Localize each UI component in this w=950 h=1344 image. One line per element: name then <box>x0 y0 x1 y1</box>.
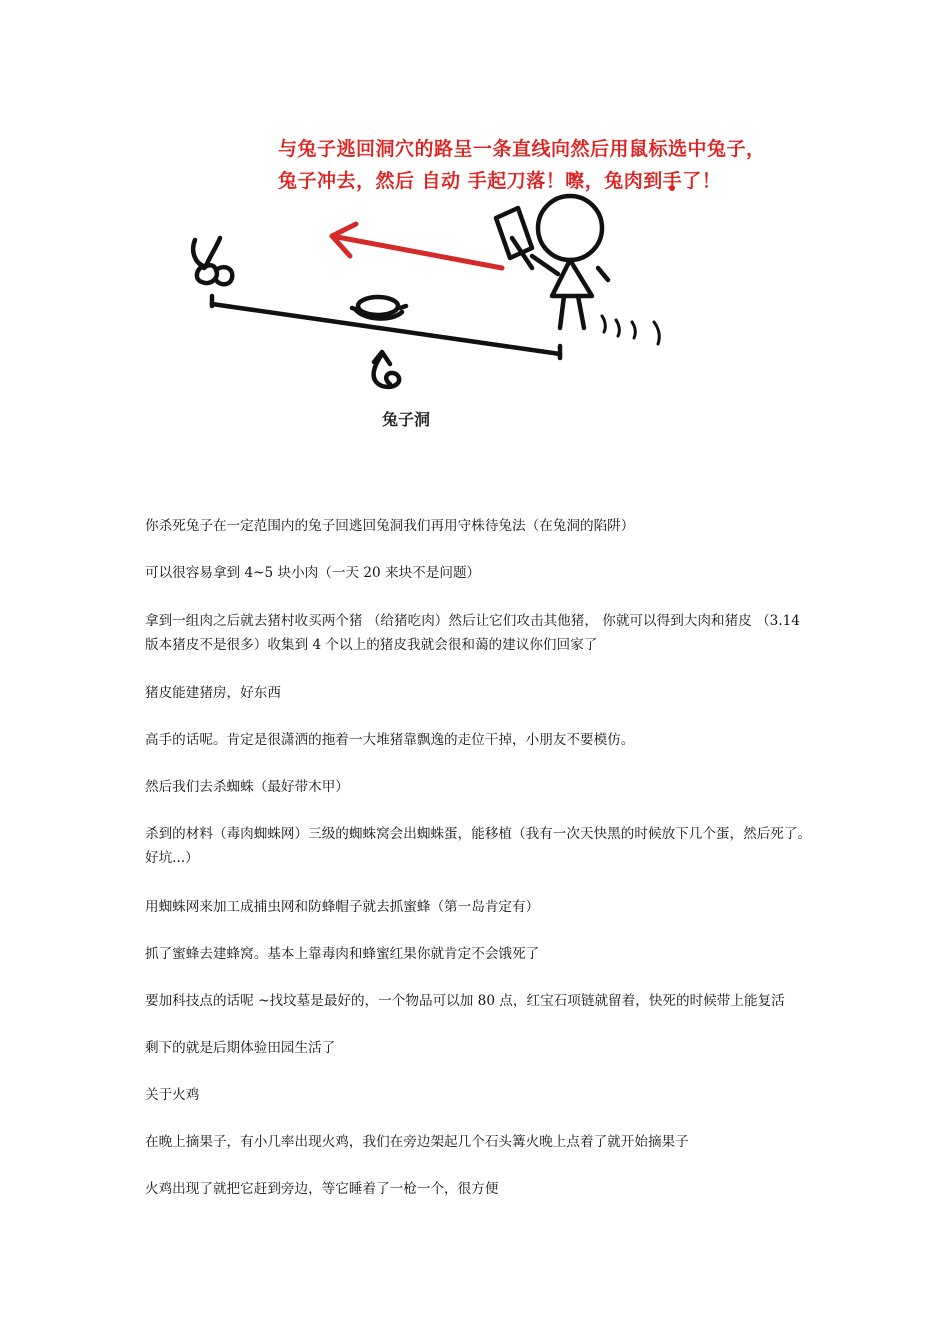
illustration-caption-line-2: 兔子冲去，然后 自动 手起刀落！嚓，兔肉到手了！ <box>278 170 722 192</box>
paragraph: 猪皮能建猪房，好东西 <box>145 685 281 701</box>
paragraph: 杀到的材料（毒肉蜘蛛网）三级的蜘蛛窝会出蜘蛛蛋，能移植（我有一次天快黑的时候放下几个蛋，然后死了。好坑...） <box>145 826 812 866</box>
paragraph: 在晚上摘果子，有小几率出现火鸡，我们在旁边架起几个石头篝火晚上点着了就开始摘果子 <box>145 1134 689 1150</box>
paragraph: 要加科技点的话呢 ~找坟墓是最好的，一个物品可以加 80 点，红宝石项链就留着，快死的时候带上能复活 <box>145 993 785 1009</box>
paragraph: 然后我们去杀蜘蛛（最好带木甲） <box>145 779 349 795</box>
paragraph: 你杀死兔子在一定范围内的兔子回逃回兔洞我们再用守株待兔法（在兔洞的陷阱） <box>145 518 635 534</box>
rabbit-hunting-illustration <box>160 118 766 448</box>
paragraph: 用蜘蛛网来加工成捕虫网和防蜂帽子就去抓蜜蜂（第一岛肯定有） <box>145 899 540 915</box>
stick-figure-icon <box>496 196 608 328</box>
path-line <box>212 304 560 354</box>
paragraph: 可以很容易拿到 4~5 块小肉（一天 20 来块不是问题） <box>145 565 481 581</box>
rabbit-drawing-icon <box>193 238 232 284</box>
paragraph: 火鸡出现了就把它赶到旁边，等它睡着了一枪一个，很方便 <box>145 1181 499 1197</box>
paragraph: 拿到一组肉之后就去猪村收买两个猪 （给猪吃肉）然后让它们攻击其他猪， 你就可以得到大肉和猪皮 （3.14 版本猪皮不是很多）收集到 4 个以上的猪皮我就会很和蔼的建议你们回家了 <box>145 613 800 653</box>
paragraph: 关于火鸡 <box>145 1087 200 1103</box>
rabbit-hole-drawing-icon <box>352 297 406 319</box>
paragraph: 高手的话呢。肯定是很潇洒的拖着一大堆猪靠飘逸的走位干掉，小朋友不要模仿。 <box>145 732 635 748</box>
paragraph: 剩下的就是后期体验田园生活了 <box>145 1040 336 1056</box>
red-arrow-icon <box>332 224 502 268</box>
rabbit-hole-label: 兔子洞 <box>382 410 431 429</box>
illustration-caption-line-1: 与兔子逃回洞穴的路呈一条直线向然后用鼠标选中兔子， <box>278 138 766 160</box>
paragraph: 抓了蜜蜂去建蜂窝。基本上靠毒肉和蜂蜜红果你就肯定不会饿死了 <box>145 946 540 962</box>
